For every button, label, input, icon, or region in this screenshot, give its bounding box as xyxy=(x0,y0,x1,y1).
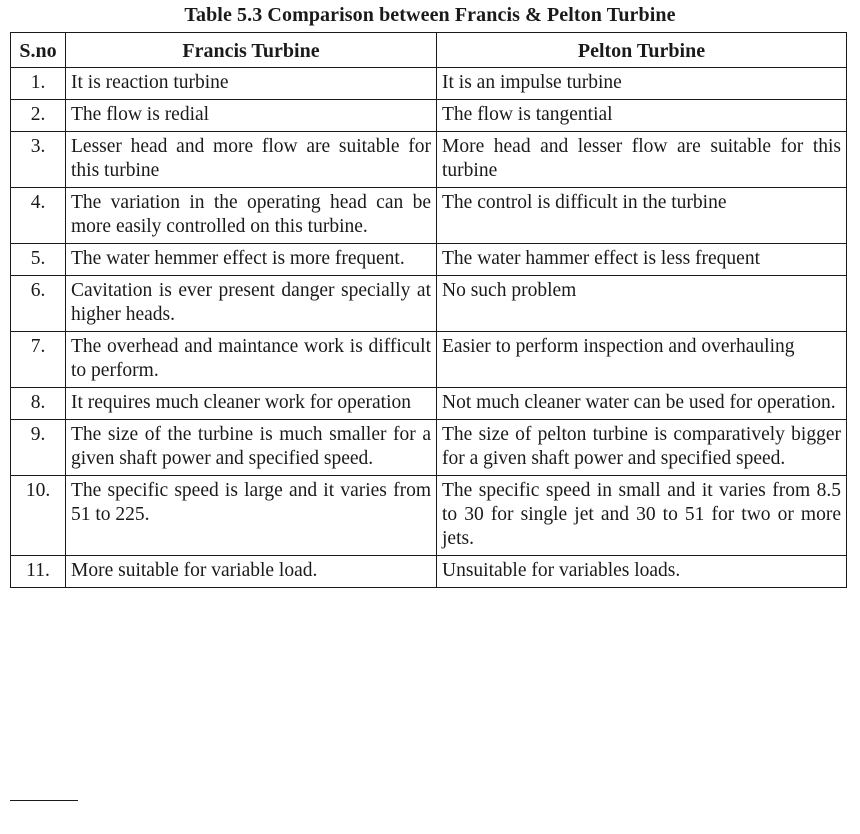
row-number: 9. xyxy=(11,420,66,476)
bottom-rule xyxy=(10,800,78,801)
table-row xyxy=(11,332,847,388)
row-number: 10. xyxy=(11,476,66,556)
table-row xyxy=(11,132,847,188)
francis-cell: More suitable for variable load. xyxy=(66,556,437,588)
table-row xyxy=(11,188,847,244)
table-row xyxy=(11,556,847,588)
pelton-cell: Easier to perform inspection and overhauling xyxy=(437,332,847,388)
row-number: 1. xyxy=(11,68,66,100)
francis-cell: The overhead and maintance work is difficult to perform. xyxy=(66,332,437,388)
pelton-cell: Unsuitable for variables loads. xyxy=(437,556,847,588)
francis-cell: Cavitation is ever present danger specially at higher heads. xyxy=(66,276,437,332)
pelton-cell: Not much cleaner water can be used for operation. xyxy=(437,388,847,420)
table-caption: Table 5.3 Comparison between Francis & Pelton Turbine xyxy=(184,4,676,26)
pelton-cell: The water hammer effect is less frequent xyxy=(437,244,847,276)
row-number: 3. xyxy=(11,132,66,188)
francis-cell: It is reaction turbine xyxy=(66,68,437,100)
pelton-cell: The specific speed in small and it varies from 8.5 to 30 for single jet and 30 to 51 for two or more jets. xyxy=(437,476,847,556)
table-header-row xyxy=(11,33,847,68)
column-header-francis: Francis Turbine xyxy=(66,33,437,68)
table-row xyxy=(11,388,847,420)
table-row xyxy=(11,420,847,476)
row-number: 6. xyxy=(11,276,66,332)
pelton-cell: The size of pelton turbine is comparatively bigger for a given shaft power and specified speed. xyxy=(437,420,847,476)
table-row xyxy=(11,244,847,276)
row-number: 2. xyxy=(11,100,66,132)
table-row xyxy=(11,68,847,100)
francis-cell: The specific speed is large and it varies from 51 to 225. xyxy=(66,476,437,556)
pelton-cell: It is an impulse turbine xyxy=(437,68,847,100)
francis-cell: The water hemmer effect is more frequent. xyxy=(66,244,437,276)
row-number: 4. xyxy=(11,188,66,244)
column-header-sno: S.no xyxy=(11,33,66,68)
table-row xyxy=(11,476,847,556)
francis-cell: The variation in the operating head can be more easily controlled on this turbine. xyxy=(66,188,437,244)
pelton-cell: The control is difficult in the turbine xyxy=(437,188,847,244)
pelton-cell: No such problem xyxy=(437,276,847,332)
francis-cell: The flow is redial xyxy=(66,100,437,132)
francis-cell: Lesser head and more flow are suitable for this turbine xyxy=(66,132,437,188)
table-row xyxy=(11,276,847,332)
pelton-cell: The flow is tangential xyxy=(437,100,847,132)
row-number: 11. xyxy=(11,556,66,588)
row-number: 7. xyxy=(11,332,66,388)
row-number: 8. xyxy=(11,388,66,420)
francis-cell: It requires much cleaner work for operation xyxy=(66,388,437,420)
table-row xyxy=(11,100,847,132)
column-header-pelton: Pelton Turbine xyxy=(437,33,847,68)
row-number: 5. xyxy=(11,244,66,276)
pelton-cell: More head and lesser flow are suitable for this turbine xyxy=(437,132,847,188)
comparison-table xyxy=(10,32,847,588)
francis-cell: The size of the turbine is much smaller for a given shaft power and specified speed. xyxy=(66,420,437,476)
